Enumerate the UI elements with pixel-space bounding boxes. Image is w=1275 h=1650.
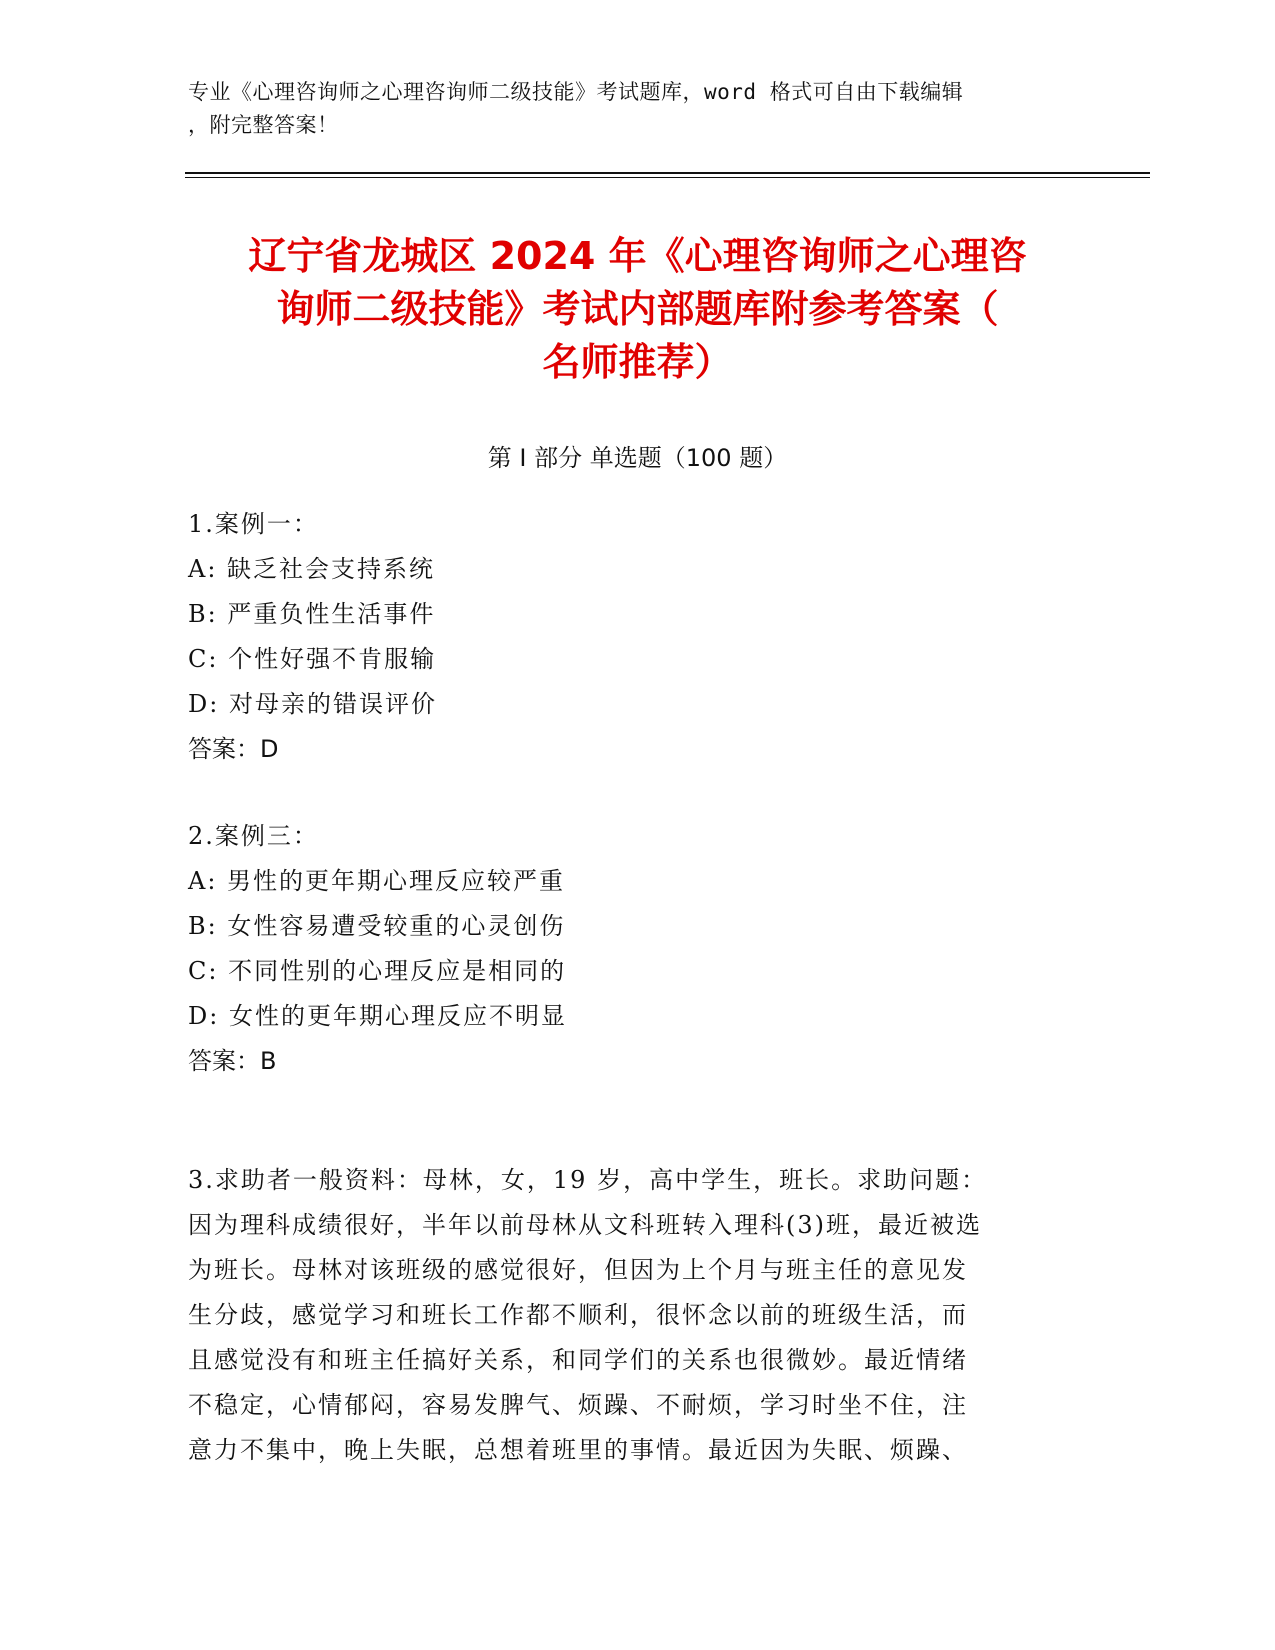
paragraph-line: 意力不集中，晚上失眠，总想着班里的事情。最近因为失眠、烦躁、 [188, 1436, 968, 1464]
section-heading: 第 I 部分 单选题（100 题） [487, 444, 788, 472]
option-d: D: 对母亲的错误评价 [188, 690, 437, 718]
document-title [150, 230, 1125, 389]
paragraph-line: 生分歧，感觉学习和班长工作都不顺利，很怀念以前的班级生活，而 [188, 1301, 968, 1329]
header-divider-thick [185, 172, 1150, 174]
header-note-line-2: ，附完整答案！ [188, 113, 339, 137]
question-1 [188, 502, 1088, 772]
question-3-paragraph [188, 1158, 1078, 1473]
header-divider-thin [185, 177, 1150, 178]
paragraph-line: 且感觉没有和班主任搞好关系，和同学们的关系也很微妙。最近情绪 [188, 1346, 968, 1374]
answer-line: 答案：D [188, 735, 279, 763]
header-note [188, 76, 1088, 142]
title-line-2: 询师二级技能》考试内部题库附参考答案（ [276, 287, 999, 331]
option-a: A: 男性的更年期心理反应较严重 [188, 867, 566, 895]
option-a: A: 缺乏社会支持系统 [188, 555, 436, 583]
option-d: D: 女性的更年期心理反应不明显 [188, 1002, 567, 1030]
title-line-3: 名师推荐） [542, 340, 733, 384]
question-2 [188, 814, 1088, 1084]
question-stem: 1.案例一： [188, 510, 319, 538]
paragraph-line: 3.求助者一般资料：母林，女，19 岁，高中学生，班长。求助问题： [188, 1166, 988, 1194]
answer-line: 答案：B [188, 1047, 277, 1075]
paragraph-line: 因为理科成绩很好，半年以前母林从文科班转入理科(3)班，最近被选 [188, 1211, 982, 1239]
option-b: B: 女性容易遭受较重的心灵创伤 [188, 912, 566, 940]
question-stem: 2.案例三： [188, 822, 319, 850]
option-b: B: 严重负性生活事件 [188, 600, 436, 628]
option-c: C: 个性好强不肯服输 [188, 645, 437, 673]
paragraph-line: 不稳定，心情郁闷，容易发脾气、烦躁、不耐烦，学习时坐不住，注 [188, 1391, 968, 1419]
title-line-1: 辽宁省龙城区 2024 年《心理咨询师之心理咨 [248, 234, 1027, 278]
option-c: C: 不同性别的心理反应是相同的 [188, 957, 567, 985]
paragraph-line: 为班长。母林对该班级的感觉很好，但因为上个月与班主任的意见发 [188, 1256, 968, 1284]
header-note-line-1: 专业《心理咨询师之心理咨询师二级技能》考试题库，word 格式可自由下载编辑 [188, 80, 964, 104]
